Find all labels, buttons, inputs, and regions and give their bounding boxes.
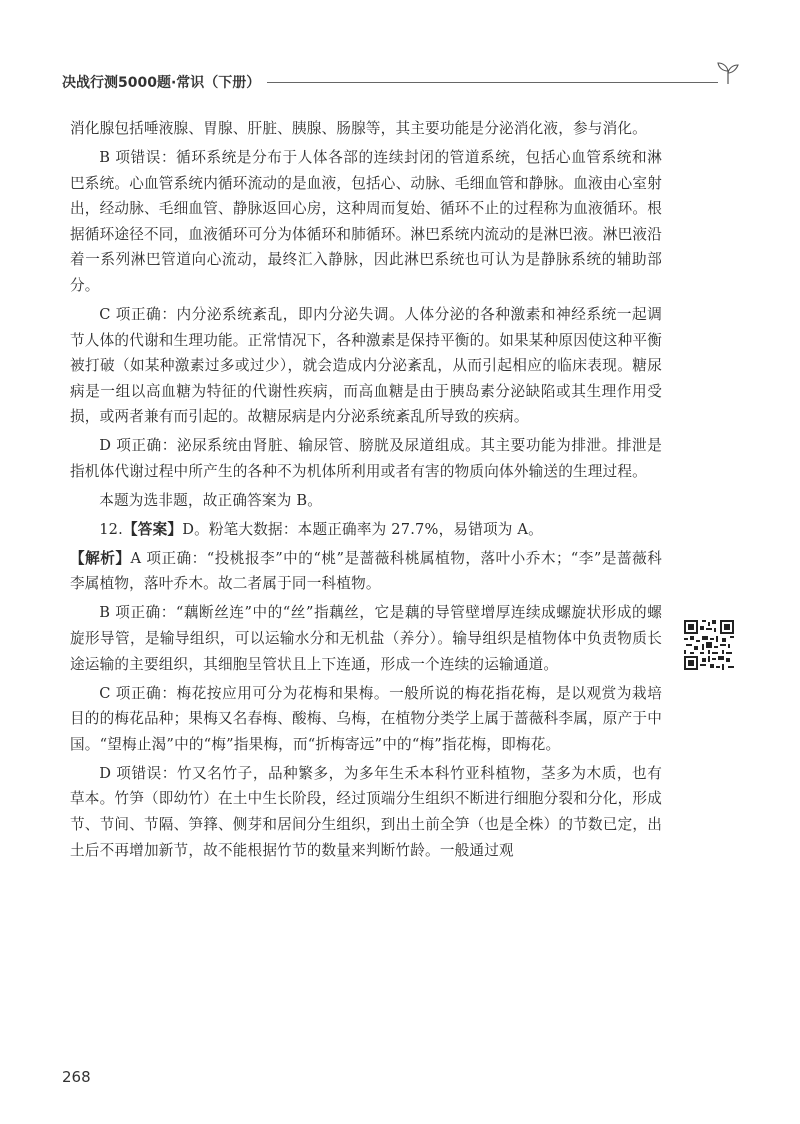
paragraph-digestive: 消化腺包括唾液腺、胃腺、肝脏、胰腺、肠腺等，其主要功能是分泌消化液，参与消化。	[70, 120, 647, 137]
paragraph-analysis-a	[70, 546, 662, 597]
qr-code-icon[interactable]	[684, 620, 734, 670]
analysis-text: A 项正确：“投桃报李”中的“桃”是蔷薇科桃属植物，落叶小乔木；“李”是蔷薇科李属植物，落叶乔木。故二者属于同一科植物。	[70, 549, 662, 593]
paragraph-option-b-lotus: B 项正确：“藕断丝连”中的“丝”指藕丝，它是藕的导管壁增厚连续成螺旋状形成的螺旋形导管，是输导组织，可以运输水分和无机盐（养分）。输导组织是植物体中负责物质长途运输的主要组织，其细胞呈管状且上下连通，形成一个连续的运输通道。	[70, 604, 662, 673]
main-text	[70, 116, 662, 867]
sprout-icon	[714, 60, 742, 86]
question-number: 12.	[99, 520, 123, 538]
header-rule	[267, 82, 718, 83]
page-number: 268	[62, 1068, 91, 1086]
paragraph-answer-12	[70, 517, 662, 543]
analysis-tag: 【解析】	[70, 549, 131, 567]
paragraph-option-c-plum: C 项正确：梅花按应用可分为花梅和果梅。一般所说的梅花指花梅，是以观赏为栽培目的的梅花品种；果梅又名春梅、酸梅、乌梅，在植物分类学上属于蔷薇科李属，原产于中国。“望梅止渴”中的“梅”指果梅，而“折梅寄远”中的“梅”指花梅，即梅花。	[70, 684, 662, 753]
book-title: 决战行测5000题·常识（下册）	[62, 75, 261, 91]
paragraph-conclusion-11: 本题为选非题，故正确答案为 B。	[99, 491, 323, 509]
paragraph-option-d-urinary: D 项正确：泌尿系统由肾脏、输尿管、膀胱及尿道组成。其主要功能为排泄。排泄是指机体代谢过程中所产生的各种不为机体所利用或者有害的物质向体外输送的生理过程。	[70, 437, 662, 480]
running-header	[62, 70, 742, 96]
answer-text: D。粉笔大数据：本题正确率为 27.7%，易错项为 A。	[182, 520, 543, 538]
paragraph-option-d-bamboo: D 项错误：竹又名竹子，品种繁多，为多年生禾本科竹亚科植物，茎多为木质，也有草本。竹笋（即幼竹）在土中生长阶段，经过顶端分生组织不断进行细胞分裂和分化，形成节、节间、节隔、笋箨、侧芽和居间分生组织，到出土前全笋（也是全株）的节数已定，出土后不再增加新节，故不能根据竹节的数量来判断竹龄。一般通过观	[70, 764, 662, 859]
paragraph-option-b-circulation: B 项错误：循环系统是分布于人体各部的连续封闭的管道系统，包括心血管系统和淋巴系统。心血管系统内循环流动的是血液，包括心、动脉、毛细血管和静脉。血液由心室射出，经动脉、毛细血管、静脉返回心房，这种周而复始、循环不止的过程称为血液循环。根据循环途径不同，血液循环可分为体循环和肺循环。淋巴系统内流动的是淋巴液。淋巴液沿着一系列淋巴管道向心流动，最终汇入静脉，因此淋巴系统也可认为是静脉系统的辅助部分。	[70, 148, 662, 294]
paragraph-option-c-endocrine: C 项正确：内分泌系统紊乱，即内分泌失调。人体分泌的各种激素和神经系统一起调节人体的代谢和生理功能。正常情况下，各种激素是保持平衡的。如果某种原因使这种平衡被打破（如某种激素过多或过少），就会造成内分泌紊乱，从而引起相应的临床表现。糖尿病是一组以高血糖为特征的代谢性疾病，而高血糖是由于胰岛素分泌缺陷或其生理作用受损，或两者兼有而引起的。故糖尿病是内分泌系统紊乱所导致的疾病。	[70, 305, 662, 426]
answer-tag: 【答案】	[123, 520, 183, 538]
